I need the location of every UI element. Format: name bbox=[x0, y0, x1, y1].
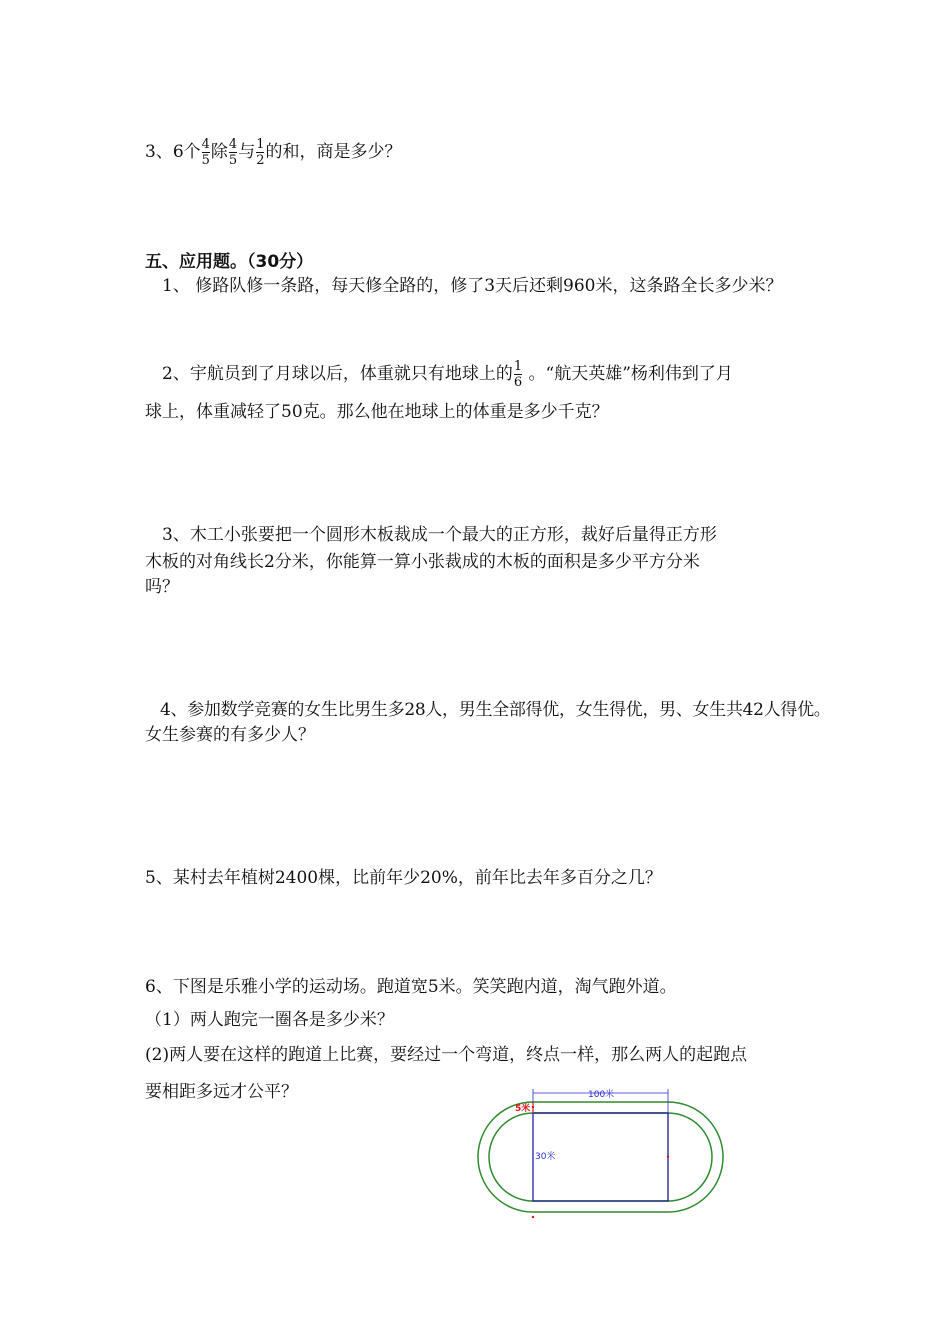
problem-6-sub-1: （1）两人跑完一圈各是多少米？ bbox=[145, 1010, 394, 1030]
problem-4-line-1: 4、参加数学竞赛的女生比男生多28人，男生全部得优，女生得优，男、女生共42人得优。 bbox=[160, 700, 831, 720]
fraction-4-5-a: $\frac{4}{5}$ bbox=[201, 137, 210, 168]
outer-track bbox=[478, 1102, 723, 1212]
problem-3-line-1: 3、木工小张要把一个圆形木板裁成一个最大的正方形，裁好后量得正方形 bbox=[162, 525, 717, 545]
problem-1: 1、 修路队修一条路，每天修全路的，修了3天后还剩960米，这条路全长多少米？ bbox=[162, 276, 783, 296]
q3-mid2: 与 bbox=[238, 142, 256, 162]
length-label: 100米 bbox=[588, 1090, 615, 1100]
problem-3-line-2: 木板的对角线长2分米，你能算一算小张裁成的木板的面积是多少平方分米 bbox=[145, 552, 700, 572]
q3-suffix: 的和，商是多少？ bbox=[265, 142, 402, 162]
problem-2-line-1: 2、宇航员到了月球以后，体重就只有地球上的 $\frac{1}{6}$ 。“航天英雄”杨利伟到了月 bbox=[162, 359, 733, 390]
running-track-diagram bbox=[475, 1085, 735, 1225]
problem-3-line-3: 吗？ bbox=[145, 577, 179, 597]
q3-prefix: 3、6个 bbox=[145, 142, 201, 162]
question-3 bbox=[145, 137, 401, 168]
width-label: 5米 bbox=[515, 1104, 531, 1114]
problem-6-sub-2: (2)两人要在这样的跑道上比赛，要经过一个弯道，终点一样，那么两人的起跑点 bbox=[145, 1045, 748, 1065]
height-label: 30米 bbox=[535, 1152, 556, 1162]
q3-mid1: 除 bbox=[210, 142, 228, 162]
problem-6-sub-2b: 要相距多远才公平？ bbox=[145, 1082, 298, 1102]
fraction-1-2: $\frac{1}{2}$ bbox=[256, 137, 265, 168]
problem-5: 5、某村去年植树2400棵，比前年少20%，前年比去年多百分之几？ bbox=[145, 868, 662, 888]
fraction-4-5-b: $\frac{4}{5}$ bbox=[228, 137, 238, 168]
problem-6-line-1: 6、下图是乐雅小学的运动场。跑道宽5米。笑笑跑内道，淘气跑外道。 bbox=[145, 977, 677, 997]
problem-2-line-2: 球上，体重减轻了50克。那么他在地球上的体重是多少千克？ bbox=[145, 402, 609, 422]
problem-4-line-2: 女生参赛的有多少人？ bbox=[145, 725, 315, 745]
inner-track bbox=[489, 1113, 712, 1201]
section-heading: 五、应用题。（30分） bbox=[145, 252, 314, 272]
fraction-1-6: $\frac{1}{6}$ bbox=[513, 359, 523, 390]
